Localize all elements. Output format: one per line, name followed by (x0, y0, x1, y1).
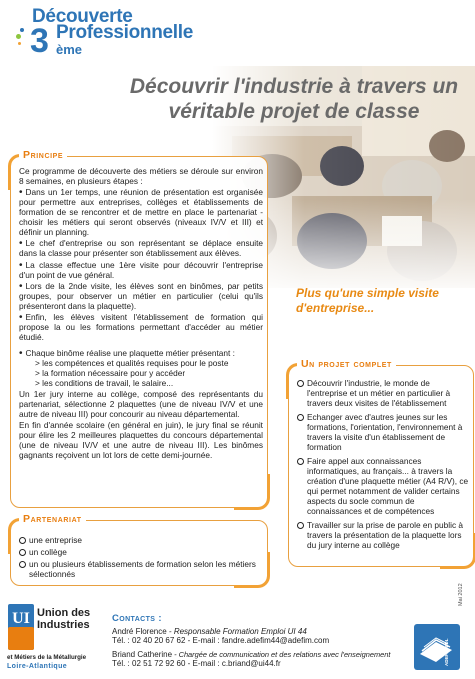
sub-item: > les compétences et qualités requises pour le poste (35, 357, 229, 368)
org-name (37, 608, 90, 631)
uimm-logo (5, 602, 113, 672)
bullet-paragraph: • Dans un 1er temps, une réunion de présentation est organisée pour permettre aux entreprises, collèges et établissements de formation de se rencontrer et de mettre en place le partenariat - choisir les métiers qui seront observés (niveaux IV/V et III) et définir un planning. (19, 188, 263, 238)
contact-name: Briand Catherine (112, 649, 173, 659)
logo-dot (20, 28, 24, 32)
badge-text: ADEFIM PDL (444, 638, 449, 666)
bullet-paragraph: • Lors de la 2nde visite, les élèves sont en binômes, par petits groupes, pour observer un métier en particulier (celui qu'ils présenteront dans la plaquette). (19, 282, 263, 312)
contact-entry (112, 627, 412, 637)
logo-line1: Découverte (32, 6, 133, 27)
bullet-paragraph: • Enfin, les élèves visitent l'établissement de formation qui propose la ou les formations permettant d'accéder au métier étudié. (19, 313, 263, 343)
org-region: Loire-Atlantique (7, 663, 68, 670)
list-item: Echanger avec d'autres jeunes sur les formations, l'orientation, l'environnement à travers la visite d'un établissement de formation (297, 412, 469, 452)
contact-phone-email: Tél. : 02 51 72 92 60 - E-mail : c.briand@ui44.fr (112, 659, 281, 668)
partenariat-section (10, 513, 268, 586)
partenariat-list (19, 535, 259, 581)
org-name-line2: Industries (37, 618, 90, 631)
contact-role: - Chargée de communication et des relations avec l'enseignement (172, 649, 391, 659)
logo-dot (16, 34, 21, 39)
emblem-letter: UI (12, 610, 30, 627)
list-item: Faire appel aux connaissances informatiques, au français... à travers la création d'une plaquette métier (A4 R/V), ce qui permet notamment de valider certains aspects du socle commun de connaissances et de compétences (297, 456, 469, 516)
contact-entry (112, 650, 412, 660)
contacts-heading: Contacts : (112, 613, 162, 624)
bullet-paragraph: • La classe effectue une 1ère visite pour découvrir l'entreprise d'un point de vue général. (19, 261, 263, 281)
paragraph: Un 1er jury interne au collège, composé des représentants du partenariat, sélectionne 2 plaquettes (une de niveau IV/V et une autre de niveau III) pour concourir au niveau départemental. (19, 389, 263, 419)
program-logo (16, 4, 226, 66)
publication-date: Mai 2012 (458, 583, 464, 606)
org-subtitle: et Métiers de la Métallurgie (7, 654, 87, 661)
corner-decoration (234, 474, 270, 510)
logo-dot (18, 42, 21, 45)
logo-suffix: ème (56, 42, 83, 57)
org-name-line1: Union des (37, 607, 91, 619)
list-item: Découvrir l'industrie, le monde de l'entreprise et un métier en particulier à travers deux visites de l'établissement (297, 378, 469, 408)
logo-number: 3 (30, 22, 49, 60)
list-item: un collège (19, 547, 259, 557)
tagline: Plus qu'une simple visite d'entreprise... (296, 286, 439, 315)
list-item: une entreprise (19, 535, 259, 545)
bullet-paragraph: • Le chef d'entreprise ou son représentant se déplace ensuite dans la classe pour présenter son établissement aux élèves. (19, 239, 263, 259)
paragraph: En fin d'année scolaire (en général en juin), le jury final se réunit pour élire les 2 meilleures plaquettes du concours départemental (une de niveau IV/V et une autre de niveau III). Les binômes gagnants reçoivent un lot lors de cette demi-journée. (19, 420, 263, 460)
contacts-block (112, 614, 412, 669)
uimm-emblem-icon (8, 604, 34, 650)
page-title: Découvrir l'industrie à travers un véritable projet de classe (129, 75, 459, 123)
list-item: un ou plusieurs établissements de formation selon les métiers sélectionnés (19, 559, 259, 579)
contact-phone-email: Tél. : 02 40 20 67 62 - E-mail : fandre.adefim44@adefim.com (112, 636, 330, 645)
principe-section (10, 149, 268, 508)
projet-list (297, 378, 469, 554)
list-item: Travailler sur la prise de parole en public à travers la présentation de la plaquette lors du jury interne au collège (297, 520, 469, 550)
paragraph: Ce programme de découverte des métiers se déroule sur environ 8 semaines, en plusieurs étapes : (19, 166, 263, 186)
principe-text (19, 167, 263, 462)
principe-heading: Principe (19, 149, 67, 161)
bullet-paragraph: • Chaque binôme réalise une plaquette métier présentant : (19, 349, 263, 359)
training-book-icon (414, 624, 460, 670)
sub-item: > la formation nécessaire pour y accéder (35, 367, 186, 378)
projet-section (288, 358, 474, 567)
contact-role: - Responsable Formation Emploi UI 44 (166, 626, 307, 636)
sub-item: > les conditions de travail, le salaire... (35, 377, 174, 388)
projet-heading: Un projet complet (297, 358, 396, 370)
contact-name: André Florence (112, 626, 167, 636)
logo-line2: Professionnelle (56, 22, 193, 43)
partenariat-heading: Partenariat (19, 513, 86, 525)
adefim-badge (414, 624, 460, 670)
